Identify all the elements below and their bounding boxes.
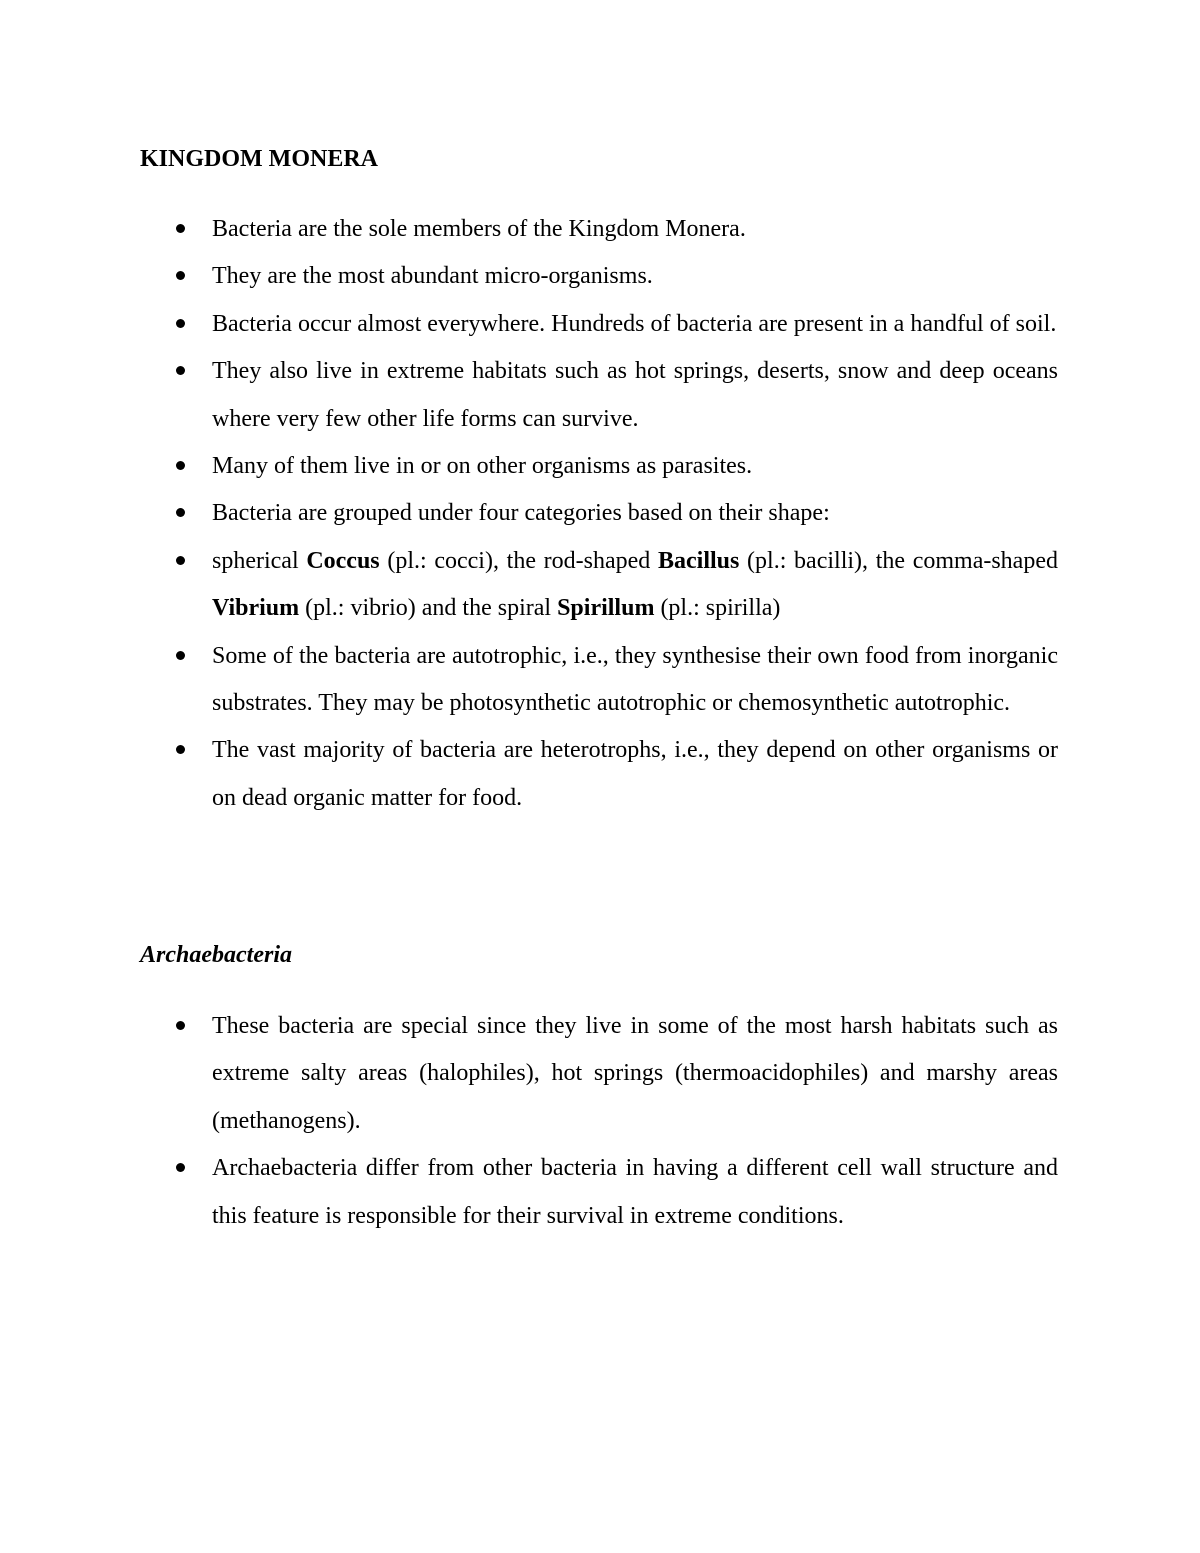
list-item: Bacteria occur almost everywhere. Hundreds of bacteria are present in a handful of soil. (212, 301, 1058, 348)
shapes-text: (pl.: bacilli), the comma-shaped (739, 547, 1058, 574)
list-item: Bacteria are grouped under four categories based on their shape: (212, 490, 1058, 537)
term-coccus: Coccus (306, 547, 380, 574)
list-item: Archaebacteria differ from other bacteria in having a different cell wall structure and this feature is responsible for their survival in extreme conditions. (212, 1145, 1058, 1240)
monera-bullet-list (0, 206, 1200, 822)
list-item: These bacteria are special since they live in some of the most harsh habitats such as extreme salty areas (halophiles), hot springs (thermoacidophiles) and marshy areas (methanogens). (212, 1003, 1058, 1145)
term-spirillum: Spirillum (557, 595, 655, 622)
list-item: The vast majority of bacteria are heterotrophs, i.e., they depend on other organisms or on dead organic matter for food. (212, 727, 1058, 822)
list-item: Some of the bacteria are autotrophic, i.e., they synthesise their own food from inorganic substrates. They may be photosynthetic autotrophic or chemosynthetic autotrophic. (212, 633, 1058, 728)
term-vibrium: Vibrium (212, 595, 300, 622)
list-item: They are the most abundant micro-organisms. (212, 253, 1058, 300)
term-bacillus: Bacillus (657, 547, 740, 574)
shapes-text: (pl.: cocci), the rod-shaped (379, 547, 658, 574)
shapes-text: (pl.: vibrio) and the spiral (299, 595, 558, 622)
section-title-archaebacteria: Archaebacteria (140, 942, 292, 968)
list-item: Bacteria are the sole members of the Kingdom Monera. (212, 206, 1058, 253)
shapes-text: (pl.: spirilla) (654, 595, 781, 622)
list-item: They also live in extreme habitats such as hot springs, deserts, snow and deep oceans where very few other life forms can survive. (212, 348, 1058, 443)
list-item-bacteria-shapes (212, 538, 1058, 633)
archaebacteria-bullet-list (0, 1003, 1200, 1240)
page-title: KINGDOM MONERA (140, 146, 378, 172)
shapes-text: spherical (212, 547, 307, 574)
list-item: Many of them live in or on other organisms as parasites. (212, 443, 1058, 490)
